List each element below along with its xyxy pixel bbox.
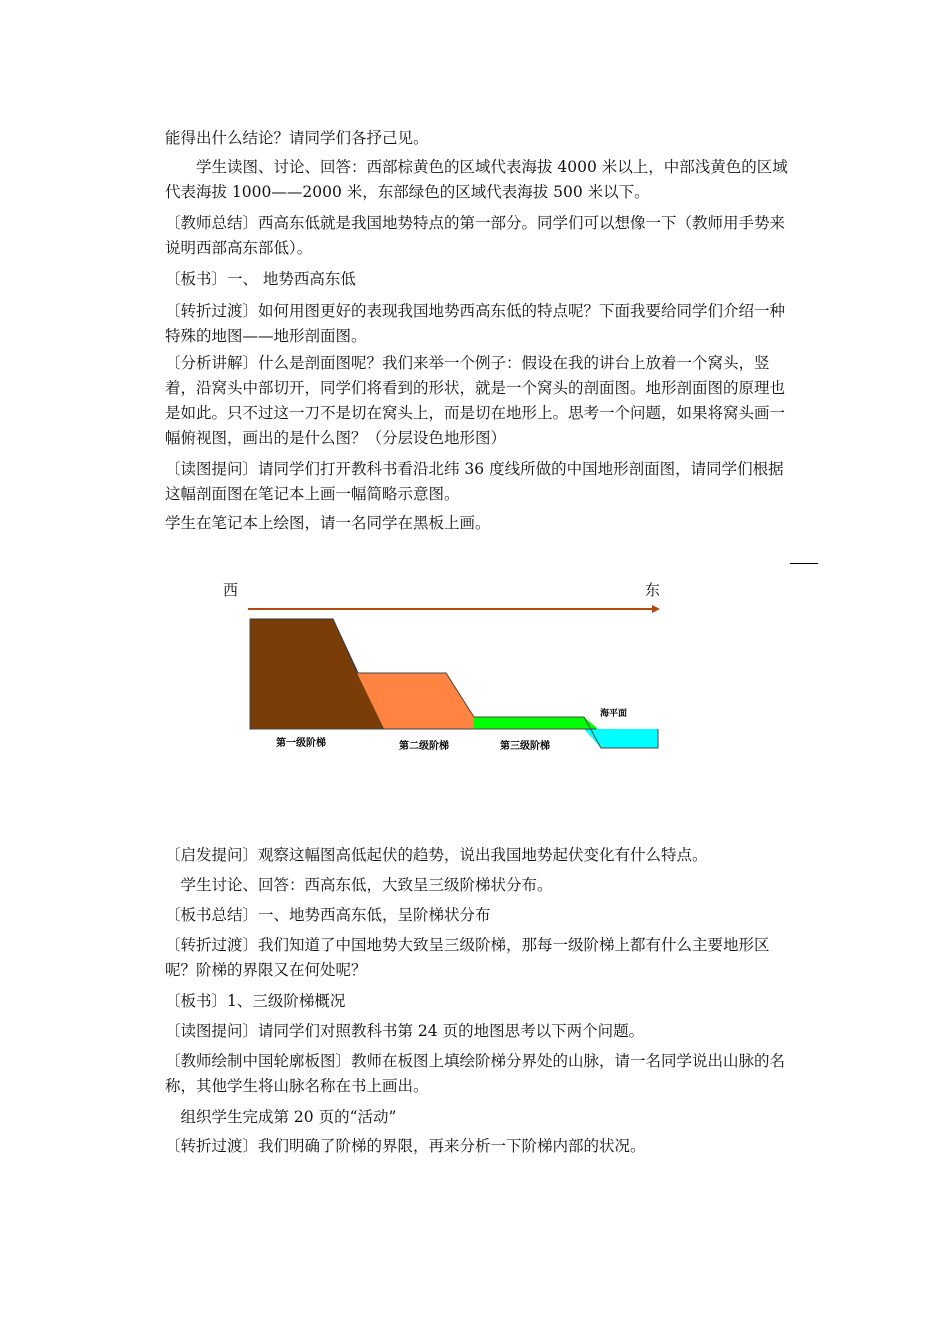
text-line: 〔板书〕一、 地势西高东低 [165,270,356,288]
text-line: 〔板书〕1、三级阶梯概况 [165,992,346,1010]
direction-arrow-head [652,605,660,613]
west-label: 西 [223,581,239,599]
text-line: 组织学生完成第 20 页的“活动” [165,1108,397,1126]
text-line: 能得出什么结论？请同学们各抒己见。 [165,129,429,147]
step1-label: 第一级阶梯 [276,738,326,749]
profile-svg [0,560,950,800]
text-line: 〔读图提问〕请同学们对照教科书第 24 页的地图思考以下两个问题。 [165,1022,645,1040]
east-label: 东 [645,581,661,599]
step2-label: 第二级阶梯 [399,741,449,752]
text-line: 学生在笔记本上绘图，请一名同学在黑板上画。 [165,514,491,532]
sea-shape [584,729,658,748]
paragraph: 〔分析讲解〕什么是剖面图呢？我们来举一个例子：假设在我的讲台上放着一个窝头，竖着，沿窝头中部切开，同学们将看到的形状，就是一个窝头的剖面图。地形剖面图的原理也是如此。只不过这一刀不是切在窝头上，而是切在地形上。思考一个问题，如果将窝头画一幅俯视图，画出的是什么图？（分层设色地形图） [165,354,786,447]
paragraph: 〔读图提问〕请同学们打开教科书看沿北纬 36 度线所做的中国地形剖面图，请同学们根据这幅剖面图在笔记本上画一幅简略示意图。 [165,460,784,503]
paragraph: 〔教师总结〕西高东低就是我国地势特点的第一部分。同学们可以想像一下（教师用手势来说明西部高东部低）。 [165,214,786,257]
text-line: 〔转折过渡〕我们明确了阶梯的界限，再来分析一下阶梯内部的状况。 [165,1137,646,1155]
text-line: 〔启发提问〕观察这幅图高低起伏的趋势，说出我国地势起伏变化有什么特点。 [165,846,708,864]
sea-level-label: 海平面 [600,709,628,719]
step3-shape [474,717,598,729]
step3-label: 第三级阶梯 [500,741,550,752]
paragraph: 〔教师绘制中国轮廓板图〕教师在板图上填绘阶梯分界处的山脉，请一名同学说出山脉的名称，其他学生将山脉名称在书上画出。 [165,1052,786,1095]
paragraph: 〔转折过渡〕如何用图更好的表现我国地势西高东低的特点呢？下面我要给同学们介绍一种特殊的地图——地形剖面图。 [165,302,786,345]
paragraph: 〔转折过渡〕我们知道了中国地势大致呈三级阶梯，那每一级阶梯上都有什么主要地形区呢？阶梯的界限又在何处呢？ [165,936,770,979]
text-line: 〔板书总结〕一、地势西高东低，呈阶梯状分布 [165,906,491,924]
text-line: 学生讨论、回答：西高东低，大致呈三级阶梯状分布。 [165,876,553,894]
paragraph: 学生读图、讨论、回答：西部棕黄色的区域代表海拔 4000 米以上，中部浅黄色的区域代表海拔 1000——2000 米，东部绿色的区域代表海拔 500 米以下。 [165,158,788,201]
